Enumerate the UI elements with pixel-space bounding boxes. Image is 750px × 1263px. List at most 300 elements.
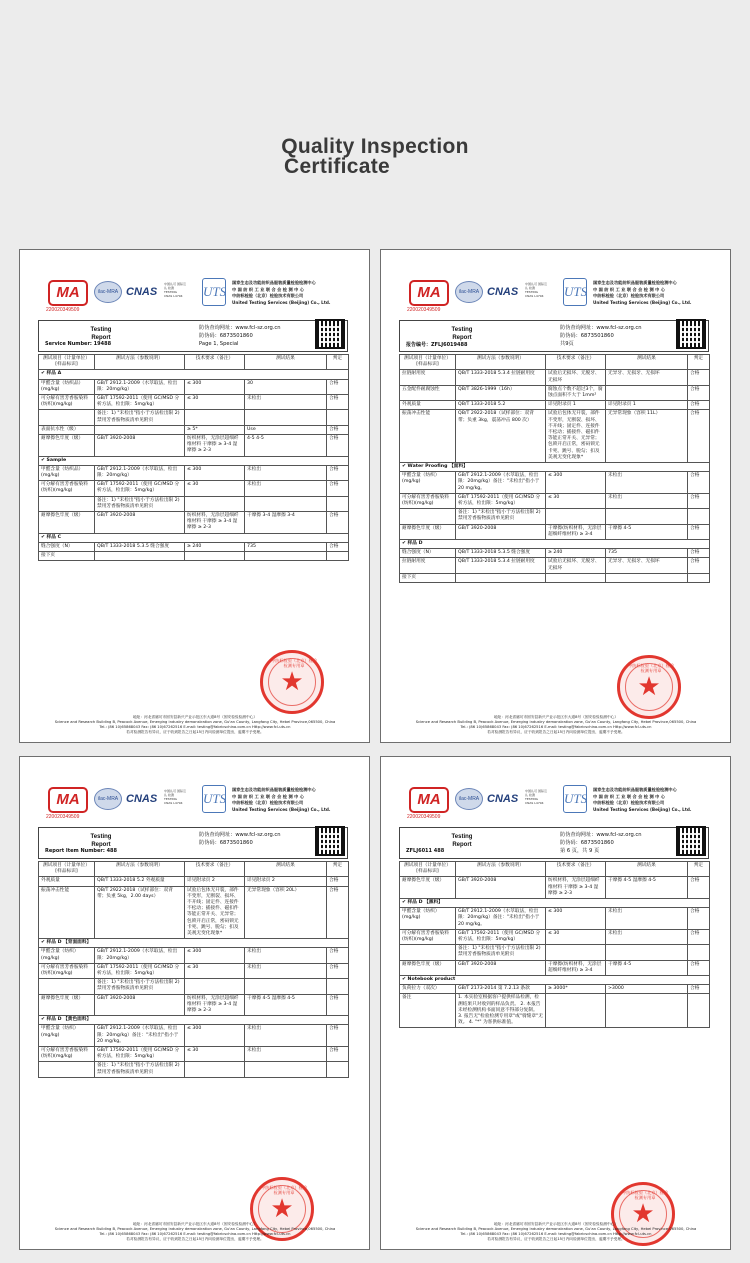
- table-row: [400, 877, 710, 899]
- report-title-line2: Report: [91, 335, 111, 341]
- report-number: Service Number: 19488: [45, 341, 112, 347]
- col-header-item: 测试项目（计量单位）[样品标识]: [400, 862, 456, 877]
- cell-item: 甲醛含量（纺织）(mg/kg): [400, 908, 456, 930]
- footer-address: [28, 715, 362, 735]
- cma-code: 220020349509: [407, 814, 441, 820]
- table-row: [39, 994, 349, 1016]
- uts-logo: UTS: [202, 278, 226, 306]
- cell-result: [245, 410, 327, 425]
- cell-result: 详见附录页 1: [606, 401, 688, 410]
- cell-requirement: ≤ 300: [185, 1025, 245, 1047]
- cell-requirement: ≤ 30: [185, 1047, 245, 1062]
- cell-requirement: ≤ 300: [185, 948, 245, 963]
- table-row: [39, 465, 349, 480]
- uts-logo: UTS: [202, 785, 226, 813]
- cell-item: 外观质量: [400, 401, 456, 410]
- qr-code-icon[interactable]: [315, 826, 345, 856]
- footer-address: [389, 715, 723, 735]
- cell-method: [456, 573, 546, 582]
- table-row: [400, 401, 710, 410]
- cell-requirement: ≤ 30: [546, 493, 606, 508]
- lab-name-cn-1: 国家生态及功能纺织品服装质量检验检测中心: [593, 787, 677, 792]
- cell-requirement: 试验后包体无开裂，部件不变形，无断裂、损坏、不开线；固定件、连接件不松动；插接件、磁扣件等能正常开关、无异常；包锁开启正常，密码锁无卡死、跳号、脱勾；扣及美观无变化现象*: [185, 886, 245, 939]
- page-note: 第 6 页，共 9 页: [560, 848, 600, 854]
- cell-requirement: ≥ 240: [546, 549, 606, 558]
- cma-code: 220020349509: [46, 307, 80, 313]
- table-row: [39, 379, 349, 394]
- cell-method: GB/T 3920-2008: [95, 994, 185, 1016]
- col-header-result: 测试结果: [245, 355, 327, 370]
- cell-item: 耐摩擦色牢度（级）: [400, 524, 456, 539]
- cell-method: GB/T 3920-2008: [456, 960, 546, 975]
- cell-result: 4-5 4-5: [245, 435, 327, 457]
- cell-judgement: 合格: [327, 1025, 349, 1047]
- cell-item: 甲醛含量（纺织）(mg/kg): [39, 948, 95, 963]
- report-title-line2: Report: [91, 842, 111, 848]
- cell-method: GB/T 17592-2011（使用 GC/MSD 分析方法，检出限：5mg/kg）: [456, 929, 546, 944]
- cell-judgement: 合格: [688, 472, 710, 494]
- report-title-line1: Testing: [90, 834, 112, 840]
- table-row: [39, 963, 349, 978]
- report-title-line1: Testing: [451, 327, 473, 333]
- certificate-page-4: [380, 756, 731, 1250]
- cell-method: QB/T 3826-1999（16h）: [456, 385, 546, 400]
- col-header-item: 测试项目（计量单位）[样品标识]: [39, 862, 95, 877]
- cell-judgement: 合格: [327, 963, 349, 978]
- page-note: 共9页: [560, 341, 574, 347]
- cell-judgement: [688, 509, 710, 524]
- cell-judgement: 合格: [688, 877, 710, 899]
- cell-judgement: 合格: [327, 435, 349, 457]
- section-header: [400, 899, 710, 908]
- cell-requirement: ≤ 30: [185, 395, 245, 410]
- cell-method: GB/T 2173-2014 第 7.2.13 条款: [456, 985, 546, 994]
- cell-method: GB/T 17592-2011（使用 GC/MSD 分析方法，检出限：5mg/kg）: [456, 493, 546, 508]
- cma-logo: MA: [48, 787, 88, 813]
- cell-item: 可分解有害芳香胺染料(纺织)(mg/kg): [39, 963, 95, 978]
- table-header-row: [400, 862, 710, 877]
- cell-result: 未检出: [606, 493, 688, 508]
- cma-logo: MA: [48, 280, 88, 306]
- cell-judgement: 合格: [327, 481, 349, 496]
- certificate-page-1: [19, 249, 370, 743]
- cell-result: 详见附录页 2: [245, 877, 327, 886]
- table-row: [39, 1047, 349, 1062]
- table-row: [400, 524, 710, 539]
- cell-method: QB/T 1333-2018 5.3.4 拉链耐用度: [456, 558, 546, 573]
- cell-item: 可分解有害芳香胺染料(纺织)(mg/kg): [39, 395, 95, 410]
- cell-item: [400, 509, 456, 524]
- lab-name-cn-2: 中 国 纺 织 工 业 联 合 会 检 测 中 心: [232, 793, 304, 799]
- report-number: ZFLJ6011 488: [406, 848, 445, 854]
- cell-item: 接下页: [400, 573, 456, 582]
- table-row: [39, 948, 349, 963]
- report-title-line1: Testing: [90, 327, 112, 333]
- table-row: [400, 385, 710, 400]
- cell-requirement: 纺织材料，无涂层超细纤维材料 干摩擦 ≥ 3-4 湿摩擦 ≥ 2-3: [546, 877, 606, 899]
- lab-name-cn-3: 中纺标检验（北京）检验技术有限公司: [232, 800, 304, 805]
- cell-method: GB/T 2912.1-2009（水萃取法，检出限：20mg/kg）: [95, 379, 185, 394]
- cell-requirement: 纺织材料，无涂层超细纤维材料 干摩擦 ≥ 3-4 湿摩擦 ≥ 2-3: [185, 994, 245, 1016]
- cell-result: 未检出: [245, 1025, 327, 1047]
- cnas-logo: CNAS: [487, 280, 521, 304]
- results-table-body: [39, 862, 349, 1078]
- table-row: [400, 929, 710, 944]
- cell-method: GB/T 3920-2008: [95, 512, 185, 534]
- cell-item: 缝合强度（N）: [39, 542, 95, 551]
- table-row: [400, 573, 710, 582]
- col-header-requirement: 技术要求（备注）: [185, 862, 245, 877]
- cnas-logo: CNAS: [126, 787, 160, 811]
- cell-method: GB/T 17592-2011（使用 GC/MSD 分析方法，检出限：5mg/kg）: [95, 1047, 185, 1062]
- cell-result: [245, 496, 327, 511]
- cell-result: 未检出: [245, 465, 327, 480]
- cell-method: QB/T 2922-2018（试样部位：双背带；负重 5kg，2.00 days）: [95, 886, 185, 939]
- table-row: [39, 435, 349, 457]
- qr-code-icon[interactable]: [676, 826, 706, 856]
- cell-item: 表面抗水性（级）: [39, 425, 95, 434]
- qr-code-icon[interactable]: [676, 319, 706, 349]
- star-icon: ★: [270, 1194, 294, 1224]
- cell-requirement: 腐蚀点个数不超过3个，腐蚀点面积不大于 1mm²: [546, 385, 606, 400]
- cell-item: [39, 496, 95, 511]
- cell-result: 30: [245, 379, 327, 394]
- cell-result: 无异牙、无损牙、无损坏: [606, 558, 688, 573]
- table-row: [400, 960, 710, 975]
- cell-judgement: 合格: [688, 960, 710, 975]
- accreditation-logos: [409, 278, 709, 312]
- table-row: [400, 945, 710, 960]
- report-number: Report Item Number: 488: [45, 848, 118, 854]
- table-row: [400, 558, 710, 573]
- cell-judgement: [327, 979, 349, 994]
- report-title: [422, 833, 502, 849]
- cell-method: 备注：1) "未检出"指小于方法检出限 2) 禁用芳香胺物质清单见附页: [95, 496, 185, 511]
- section-title: ✔ Notebook product: [400, 976, 710, 985]
- cell-requirement: [546, 509, 606, 524]
- cell-item: 甲醛含量（纺织品）(mg/kg): [39, 465, 95, 480]
- table-row: [39, 1062, 349, 1077]
- cell-item: [400, 945, 456, 960]
- col-header-result: 测试结果: [606, 355, 688, 370]
- results-table: [38, 861, 349, 1078]
- section-title: ✔ Water Proofing 【面料】: [400, 463, 710, 472]
- cell-result: 干摩擦 4-5 湿摩擦 4-5: [245, 994, 327, 1016]
- cell-item: 接下页: [39, 552, 95, 561]
- cell-item: 甲醛含量（纺织）(mg/kg): [400, 472, 456, 494]
- cell-result: 未检出: [245, 481, 327, 496]
- footer-line-1: 地址：河北省廊坊市固安县新兴产业示范区东大道8号（固安检验检测中心）: [132, 1222, 258, 1226]
- col-header-item: 测试项目（计量单位）[样品标识]: [39, 355, 95, 370]
- cell-item: [39, 410, 95, 425]
- cell-result: 未检出: [245, 1047, 327, 1062]
- anti-fake-url: 防伪查询网址：www.fcl-sz.org.cn: [199, 325, 281, 331]
- star-icon: ★: [637, 672, 661, 702]
- cell-judgement: 合格: [688, 410, 710, 463]
- cell-judgement: 合格: [688, 549, 710, 558]
- ilac-mra-logo: ilac-MRA: [455, 788, 483, 810]
- cell-judgement: [688, 994, 710, 1028]
- lab-name-en: United Testing Services (Beijing) Co., Ltd.: [593, 806, 692, 812]
- cnas-caption: 中国认可 国际互认 检测 TESTING CNAS L4794: [164, 282, 186, 298]
- table-row: [400, 370, 710, 385]
- cell-item: 可分解有害芳香胺染料(纺织)(mg/kg): [400, 493, 456, 508]
- section-title: ✔ 样品 C: [39, 533, 349, 542]
- cell-requirement: ≤ 300: [185, 465, 245, 480]
- footer-line-2: Science and Research Building B, Peacock Avenue, Emerging industry demonstration zone, Gu'an County, Langfang City, Hebei Province,065500, China: [415, 1227, 697, 1231]
- lab-name-cn-3: 中纺标检验（北京）检验技术有限公司: [593, 800, 665, 805]
- cell-result: [245, 979, 327, 994]
- cell-judgement: 合格: [327, 395, 349, 410]
- cell-method: GB/T 17592-2011（使用 GC/MSD 分析方法，检出限：5mg/kg）: [95, 963, 185, 978]
- cell-method: 备注：1) "未检出"指小于方法检出限 2) 禁用芳香胺物质清单见附页: [456, 509, 546, 524]
- lab-name-cn-1: 国家生态及功能纺织品服装质量检验检测中心: [232, 787, 316, 792]
- table-row: [400, 908, 710, 930]
- cell-result: [606, 994, 688, 1028]
- cell-item: 可分解有害芳香胺染料(纺织)(mg/kg): [39, 481, 95, 496]
- cell-requirement: [546, 994, 606, 1028]
- footer-line-4: 若对检测报告有异议，应于收到报告之日起15日内向检测单位提出，逾期不予受理。: [126, 1237, 264, 1241]
- col-header-result: 测试结果: [606, 862, 688, 877]
- cell-requirement: [185, 1062, 245, 1077]
- accreditation-logos: [48, 785, 348, 819]
- cell-requirement: [185, 552, 245, 561]
- cell-judgement: 合格: [688, 401, 710, 410]
- anti-fake-block: [560, 324, 642, 348]
- cell-judgement: 合格: [327, 1047, 349, 1062]
- cma-logo: MA: [409, 280, 449, 306]
- cell-judgement: 合格: [327, 425, 349, 434]
- cell-requirement: [185, 410, 245, 425]
- table-row: [39, 552, 349, 561]
- report-title: [422, 326, 502, 342]
- table-row: [400, 472, 710, 494]
- results-table-body: [39, 355, 349, 561]
- col-header-judgement: 判定: [327, 355, 349, 370]
- col-header-judgement: 判定: [688, 862, 710, 877]
- ilac-mra-logo: ilac-MRA: [455, 281, 483, 303]
- cell-result: 未检出: [245, 948, 327, 963]
- cell-item: 耐摩擦色牢度（级）: [400, 877, 456, 899]
- lab-name-en: United Testing Services (Beijing) Co., Ltd.: [593, 299, 692, 305]
- cell-requirement: [185, 496, 245, 511]
- cell-requirement: 试验后无损坏、无脱牙、无损坏: [546, 370, 606, 385]
- lab-name-cn-3: 中纺标检验（北京）检验技术有限公司: [232, 293, 304, 298]
- section-header: [39, 370, 349, 379]
- cell-result: 735: [245, 542, 327, 551]
- anti-fake-block: [199, 324, 281, 348]
- cell-result: 干摩擦 4-5: [606, 960, 688, 975]
- anti-fake-code: 防伪码：6873501860: [560, 333, 614, 339]
- cell-judgement: 合格: [688, 558, 710, 573]
- cell-judgement: [327, 552, 349, 561]
- cell-result: 无异常现象（容积 20L）: [245, 886, 327, 939]
- table-header-row: [39, 862, 349, 877]
- cell-judgement: 合格: [688, 985, 710, 994]
- results-table-body: [400, 862, 710, 1028]
- section-title: ✔ 样品 D: [400, 540, 710, 549]
- cell-result: 未检出: [606, 929, 688, 944]
- cma-code: 220020349509: [46, 814, 80, 820]
- cell-result: 未检出: [606, 908, 688, 930]
- cell-requirement: 详见附录页 1: [546, 401, 606, 410]
- stamp-text: 中纺标检验（北京）检验检测专用章: [260, 1185, 308, 1195]
- lab-name-block: [593, 280, 711, 306]
- cell-requirement: 试验后无损坏、无脱牙、无损坏: [546, 558, 606, 573]
- results-table: [38, 354, 349, 561]
- cell-item: 备注: [400, 994, 456, 1028]
- footer-line-3: Tel.: (86 10)65868043 Fax: (86 10)67262516 E-mail: testing@fabricschina.com.cn Http://www.fcl-uts.cn: [460, 1232, 652, 1236]
- footer-line-4: 若对检测报告有异议，应于收到报告之日起15日内向检测单位提出，逾期不予受理。: [487, 730, 625, 734]
- cell-result: 未检出: [245, 963, 327, 978]
- ilac-mra-logo: ilac-MRA: [94, 788, 122, 810]
- cell-judgement: [327, 496, 349, 511]
- report-title-line2: Report: [452, 842, 472, 848]
- cnas-logo: CNAS: [487, 787, 521, 811]
- qr-code-icon[interactable]: [315, 319, 345, 349]
- cell-item: [39, 1062, 95, 1077]
- page-title-line1: Quality Inspection: [281, 135, 469, 158]
- lab-name-cn-1: 国家生态及功能纺织品服装质量检验检测中心: [593, 280, 677, 285]
- cell-judgement: [327, 410, 349, 425]
- table-header-row: [400, 355, 710, 370]
- cell-method: GB/T 2912.1-2009（水萃取法，检出限：20mg/kg）备注："未检出"指小于 20 mg/kg。: [456, 908, 546, 930]
- cell-item: 五金配件耐腐蚀性: [400, 385, 456, 400]
- lab-name-cn-3: 中纺标检验（北京）检验技术有限公司: [593, 293, 665, 298]
- cell-judgement: 合格: [688, 493, 710, 508]
- anti-fake-url: 防伪查询网址：www.fcl-sz.org.cn: [560, 325, 642, 331]
- cell-method: 备注：1) "未检出"指小于方法检出限 2) 禁用芳香胺物质清单见附页: [95, 410, 185, 425]
- cell-requirement: 详见附录页 2: [185, 877, 245, 886]
- cell-method: 备注：1) "未检出"指小于方法检出限 2) 禁用芳香胺物质清单见附页: [95, 1062, 185, 1077]
- table-row: [39, 395, 349, 410]
- col-header-method: 测试方法（参数说明）: [456, 355, 546, 370]
- cell-judgement: 合格: [327, 512, 349, 534]
- lab-name-cn-2: 中 国 纺 织 工 业 联 合 会 检 测 中 心: [232, 286, 304, 292]
- cell-judgement: [688, 945, 710, 960]
- col-header-method: 测试方法（参数说明）: [95, 862, 185, 877]
- cell-result: 未检出: [245, 395, 327, 410]
- footer-line-3: Tel.: (86 10)65868043 Fax: (86 10)67262516 E-mail: testing@fabricschina.com.cn Http://www.fcl-uts.cn: [99, 725, 291, 729]
- cma-code: 220020349509: [407, 307, 441, 313]
- official-stamp: [260, 650, 324, 714]
- cell-requirement: ≥ 3000*: [546, 985, 606, 994]
- table-row: [400, 410, 710, 463]
- report-title: [61, 833, 141, 849]
- lab-name-block: [232, 280, 350, 306]
- footer-line-4: 若对检测报告有异议，应于收到报告之日起15日内向检测单位提出，逾期不予受理。: [126, 730, 264, 734]
- certificate-page-3: [19, 756, 370, 1250]
- star-icon: ★: [631, 1199, 655, 1229]
- cell-item: [39, 979, 95, 994]
- cell-requirement: ≤ 30: [185, 963, 245, 978]
- cell-result: [606, 945, 688, 960]
- footer-line-4: 若对检测报告有异议，应于收到报告之日起15日内向检测单位提出，逾期不予受理。: [487, 1237, 625, 1241]
- table-row: [400, 994, 710, 1028]
- footer-line-2: Science and Research Building B, Peacock Avenue, Emerging industry demonstration zone, Gu'an County, Langfang City, Hebei Province,065500, China: [54, 720, 336, 724]
- section-title: ✔ 样品 D 【背面面料】: [39, 939, 349, 948]
- cell-result: Use: [245, 425, 327, 434]
- footer-line-3: Tel.: (86 10)65868043 Fax: (86 10)67262516 E-mail: testing@fabricschina.com.cn Http://www.fcl-uts.cn: [460, 725, 652, 729]
- lab-name-en: United Testing Services (Beijing) Co., Ltd.: [232, 806, 331, 812]
- col-header-result: 测试结果: [245, 862, 327, 877]
- certificate-page-2: [380, 249, 731, 743]
- section-header: [400, 463, 710, 472]
- cell-method: 备注：1) "未检出"指小于方法检出限 2) 禁用芳香胺物质清单见附页: [95, 979, 185, 994]
- cell-method: GB/T 17592-2011（使用 GC/MSD 分析方法，检出限：5mg/kg）: [95, 395, 185, 410]
- official-stamp: [617, 655, 681, 719]
- accreditation-logos: [409, 785, 709, 819]
- table-header-row: [39, 355, 349, 370]
- table-row: [39, 425, 349, 434]
- lab-name-en: United Testing Services (Beijing) Co., Ltd.: [232, 299, 331, 305]
- cnas-caption: 中国认可 国际互认 检测 TESTING CNAS L4794: [164, 789, 186, 805]
- table-row: [39, 512, 349, 534]
- cell-method: [95, 552, 185, 561]
- cell-result: 无异牙、无损牙、无损坏: [606, 370, 688, 385]
- cell-judgement: 合格: [688, 370, 710, 385]
- section-header: [39, 939, 349, 948]
- lab-name-cn-2: 中 国 纺 织 工 业 联 合 会 检 测 中 心: [593, 286, 665, 292]
- cell-item: 拉链耐用度: [400, 558, 456, 573]
- footer-line-2: Science and Research Building B, Peacock Avenue, Emerging industry demonstration zone, Gu'an County, Langfang City, Hebei Province,065500, China: [54, 1227, 336, 1231]
- cell-judgement: 合格: [327, 542, 349, 551]
- anti-fake-url: 防伪查询网址：www.fcl-sz.org.cn: [560, 832, 642, 838]
- footer-line-2: Science and Research Building B, Peacock Avenue, Emerging industry demonstration zone, Gu'an County, Langfang City, Hebei Province,065500, China: [415, 720, 697, 724]
- cell-method: QB/T 2922-2018（试样部位：双背带；负重 3kg，震荡冲击 800 次）: [456, 410, 546, 463]
- stamp-text: 中纺标检验（北京）检验检测专用章: [270, 658, 318, 668]
- section-header: [39, 456, 349, 465]
- lab-name-cn-1: 国家生态及功能纺织品服装质量检验检测中心: [232, 280, 316, 285]
- star-icon: ★: [280, 667, 304, 697]
- cell-method: GB/T 17592-2011（使用 GC/MSD 分析方法，检出限：5mg/kg）: [95, 481, 185, 496]
- cell-requirement: 干摩擦(纺织材料，无涂层超细纤维材料) ≥ 3-4: [546, 960, 606, 975]
- cell-item: 耐摩擦色牢度（级）: [39, 512, 95, 534]
- cell-item: 耐摩擦色牢度（级）: [39, 435, 95, 457]
- section-title: ✔ Sample: [39, 456, 349, 465]
- cell-judgement: 合格: [327, 877, 349, 886]
- section-header: [400, 540, 710, 549]
- report-title-line2: Report: [452, 335, 472, 341]
- col-header-item: 测试项目（计量单位）[样品标识]: [400, 355, 456, 370]
- cell-result: 干摩擦 3-4 湿摩擦 3-4: [245, 512, 327, 534]
- col-header-method: 测试方法（参数说明）: [95, 355, 185, 370]
- cell-method: QB/T 1333-2018 5.3.4 拉链耐用度: [456, 370, 546, 385]
- lab-name-block: [593, 787, 711, 813]
- stamp-text: 中纺标检验（北京）检验检测专用章: [621, 1190, 669, 1200]
- anti-fake-code: 防伪码：6873501860: [199, 333, 253, 339]
- cell-judgement: 合格: [327, 465, 349, 480]
- cell-result: [245, 552, 327, 561]
- results-table: [399, 354, 710, 583]
- cell-result: 未检出: [606, 472, 688, 494]
- cell-item: 耐摩擦色牢度（级）: [39, 994, 95, 1016]
- cell-method: GB/T 2912.1-2009（水萃取法，检出限：20mg/kg）: [95, 948, 185, 963]
- table-row: [400, 549, 710, 558]
- cell-result: [606, 385, 688, 400]
- footer-address: [389, 1222, 723, 1242]
- col-header-requirement: 技术要求（备注）: [185, 355, 245, 370]
- cell-item: 可分解有害芳香胺染料(纺织)(mg/kg): [400, 929, 456, 944]
- cell-item: 甲醛含量（纺织）(mg/kg): [39, 1025, 95, 1047]
- table-row: [400, 509, 710, 524]
- cell-requirement: ≥ 240: [185, 542, 245, 551]
- cell-method: GB/T 2912.1-2009（水萃取法，检出限：20mg/kg）备注："未检出"指小于 20 mg/kg。: [95, 1025, 185, 1047]
- report-header: [399, 827, 709, 859]
- cell-method: [95, 425, 185, 434]
- cell-result: 干摩擦 4-5: [606, 524, 688, 539]
- cell-item: 外观质量: [39, 877, 95, 886]
